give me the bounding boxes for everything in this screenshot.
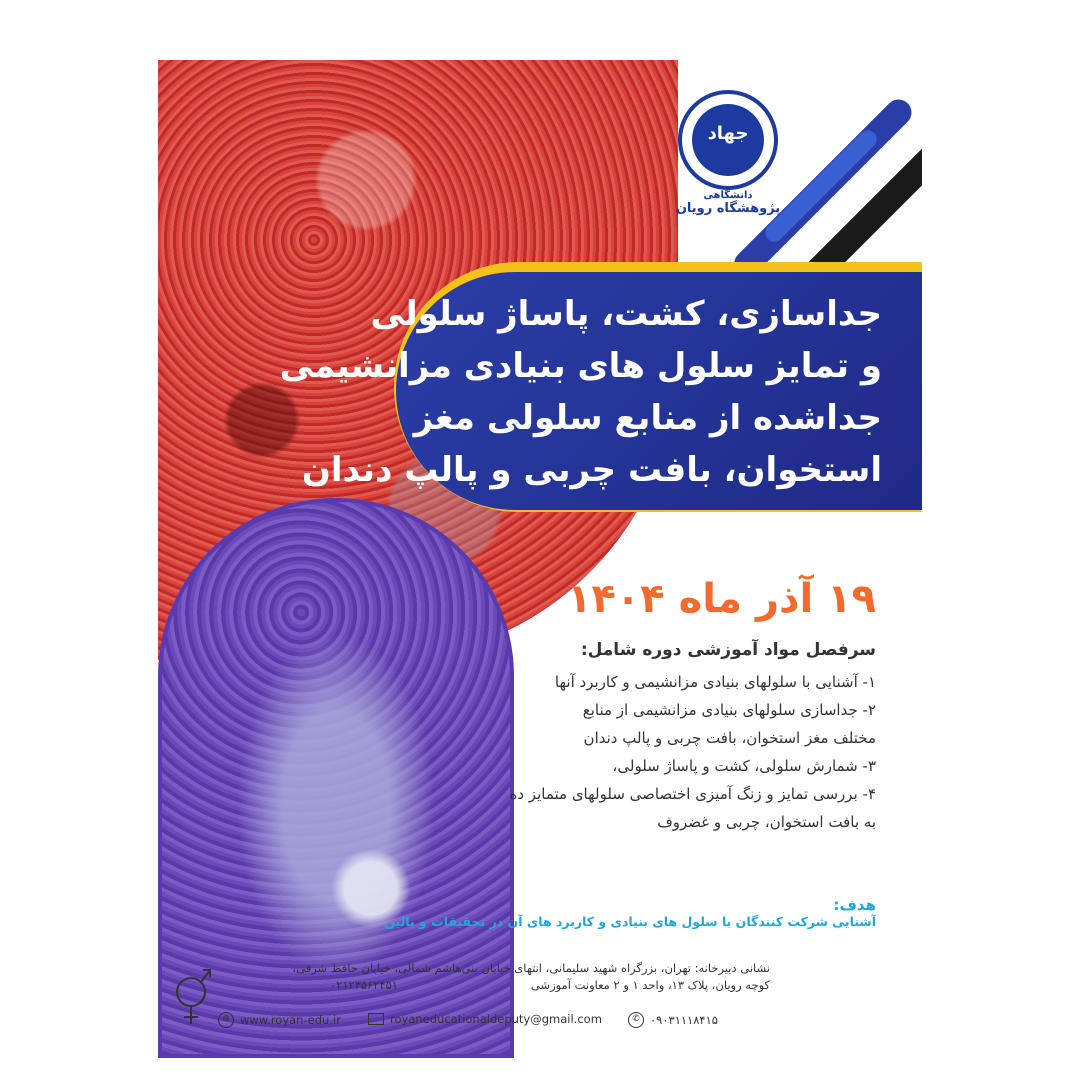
mobile-number[interactable]: ۰۹۰۳۱۱۱۸۴۱۵ <box>650 1013 718 1027</box>
address-line-1: نشانی دبیرخانه: تهران، بزرگراه شهید سلیمانی، انتهای خیابان بنی‌هاشم شمالی، خیابان حافظ شرقی، <box>292 961 770 975</box>
logo-caption <box>658 190 798 216</box>
address-line-2 <box>210 977 770 994</box>
syllabus-item: به بافت استخوان، چربی و غضروف <box>657 813 876 831</box>
syllabus-item: ۴- بررسی تمایز و زنگ آمیزی اختصاصی سلولهای متمایز ده <box>509 785 876 803</box>
website-item[interactable] <box>218 1012 341 1028</box>
syllabus <box>456 640 876 836</box>
title-line-2: و تمایز سلول های بنیادی مزانشیمی <box>279 346 882 386</box>
mail-icon <box>368 1013 384 1025</box>
logo-org-sub: دانشگاهی <box>703 190 753 201</box>
goal-title: هدف: <box>833 896 876 914</box>
poster <box>158 20 922 1060</box>
title-line-4: استخوان، بافت چربی و پالپ دندان <box>301 450 882 490</box>
syllabus-title: سرفصل مواد آموزشی دوره شامل: <box>580 640 876 660</box>
phone-number: ۰۲۱۲۳۵۶۲۴۵۱ <box>330 978 398 992</box>
syllabus-item: ۱- آشنایی با سلولهای بنیادی مزانشیمی و کاربرد آنها <box>554 673 876 691</box>
footer <box>170 960 770 1040</box>
syllabus-item: مختلف مغز استخوان، بافت چربی و پالپ دندان <box>583 729 876 747</box>
title-line-1: جداسازی، کشت، پاساژ سلولی <box>370 294 882 334</box>
gender-symbols-icon <box>170 962 212 1038</box>
syllabus-item: ۲- جداسازی سلولهای بنیادی مزانشیمی از منابع <box>582 701 876 719</box>
syllabus-item: ۳- شمارش سلولی، کشت و پاساژ سلولی، <box>612 757 876 775</box>
jahad-logo <box>678 90 778 190</box>
whatsapp-icon: ✆ <box>628 1012 644 1028</box>
globe-icon: ⊕ <box>218 1012 234 1028</box>
mobile-item[interactable] <box>628 1012 718 1028</box>
logo-emblem <box>692 104 764 176</box>
course-date: ۱۹ آذر ماه ۱۴۰۴ <box>567 576 876 622</box>
goal-text: آشنایی شرکت کنندگان با سلول های بنیادی و کاربرد های آن در تحقیقات و بالین <box>384 914 876 929</box>
goal <box>384 896 876 929</box>
email[interactable]: royaneducationaldeputy@gmail.com <box>390 1012 602 1026</box>
title-line-3: جداشده از منابع سلولی مغز <box>413 398 882 438</box>
title-band <box>279 272 922 510</box>
logo-org-name: جهاد <box>707 123 749 144</box>
address <box>210 960 770 994</box>
address-line-2-text: کوچه رویان، پلاک ۱۳، واحد ۱ و ۲ معاونت آموزشی <box>530 978 770 992</box>
logo-institute: پژوهشگاه رویان <box>675 201 781 216</box>
website[interactable]: www.royan-edu.ir <box>240 1013 341 1027</box>
email-item[interactable] <box>368 1012 602 1026</box>
